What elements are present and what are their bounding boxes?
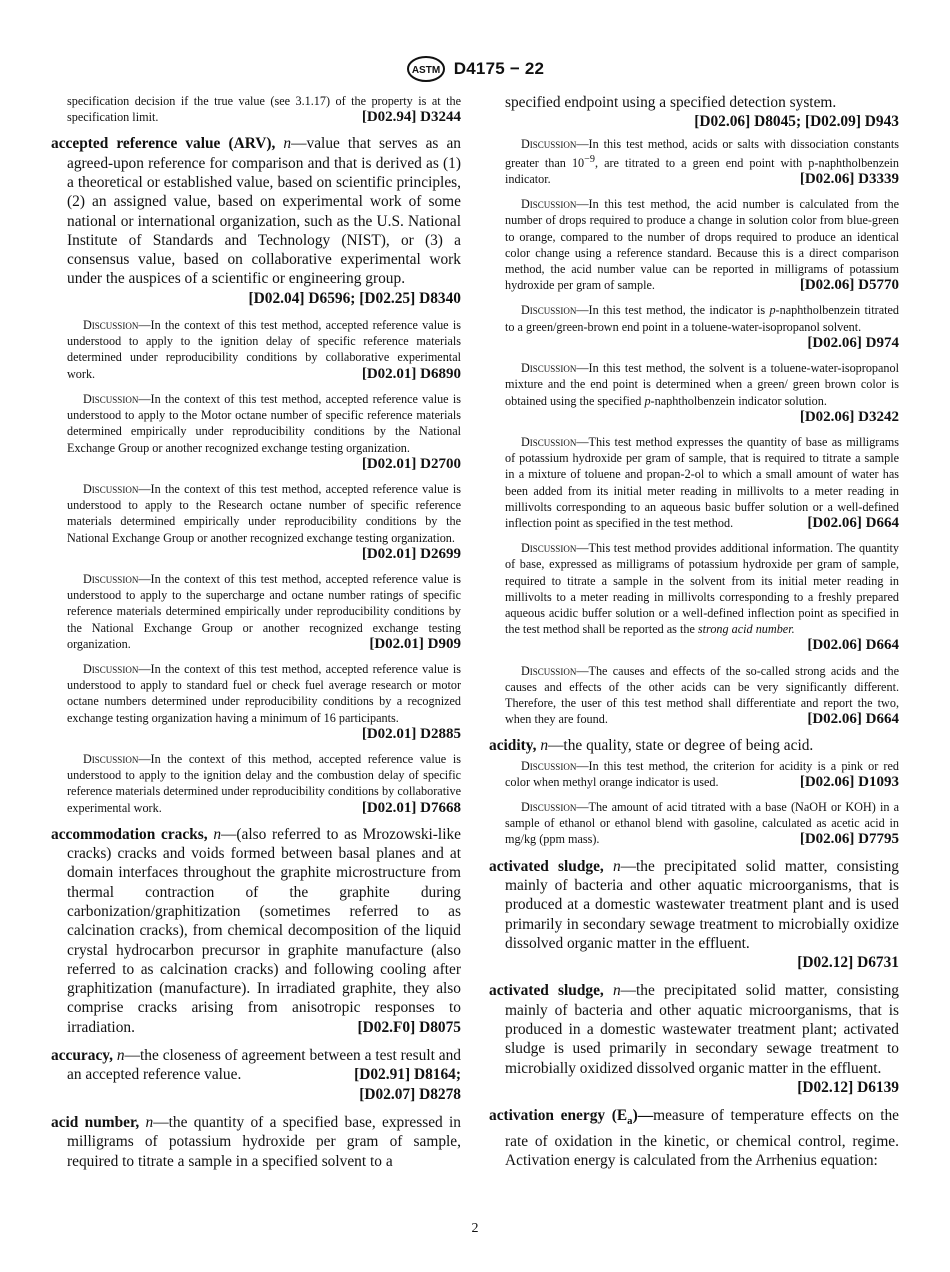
logo-label: ASTM [411,65,440,76]
discussion: Discussion—In this test method, the acid number is calculated from the number of drops required to produce a change in solution color from blue-green to orange, compared to the number of drops required to produce an identical color change using a reference standard. Because this is a direct comparison method, the acid number value can be reported in milligrams of potassium hydroxide per gram of sample. [D02.06] D5770 [505,197,899,294]
reference: [D02.12] D6731 [797,954,899,972]
term: accommodation cracks, [51,825,208,843]
term: accepted reference value (ARV), [51,135,276,153]
reference: [D02.12] D6139 [797,1078,899,1096]
reference: [D02.01] D2699 [361,545,461,562]
reference: [D02.06] D3242 [799,408,899,425]
discussion: Discussion—In the context of this test method, accepted reference value is understood to apply to standard fuel or check fuel average research or motor octane numbers determined under reproducibility conditions by a recognized exchange testing organization having a minimum of 16 participants. [D02.01] D2885 [67,661,461,742]
reference: [D02.07] D8278 [359,1085,461,1103]
reference: [D02.06] D5770 [799,277,899,294]
discussion: Discussion—In this test method, the solvent is a toluene-water-isopropanol mixture and the end point is determined when a green/ green brown color is obtained using the specified p-naphtholbenzein indicator solution. [D02.06] D3242 [505,361,899,425]
reference: [D02.06] D3339 [799,171,899,188]
page-header [0,56,950,82]
astm-logo-icon [406,56,446,82]
discussion: Discussion—In the context of this test method, accepted reference value is understood to apply to the supercharge and octane number ratings of specific reference materials determined empirically under reproducibility conditions by the National Exchange Group or another recognized exchange testing organization. [D02.01] D909 [67,571,461,652]
discussion: Discussion—The amount of acid titrated with a base (NaOH or KOH) in a sample of ethanol or ethanol blend with gasoline, calculated as acetic acid in mg/kg (ppm mass). [D02.06] D7795 [505,800,899,848]
entry-accuracy: accuracy, n—the closeness of agreement between a test result and an accepted reference value. [D02.91] D8164; [D02.07] D8278 [51,1047,461,1103]
entry-acidity: acidity, n—the quality, state or degree of being acid. [489,737,814,755]
reference: [D02.06] D1093 [799,773,899,790]
term: activated sludge, [489,982,604,1000]
reference: [D02.04] D6596; [D02.25] D8340 [248,289,461,307]
reference: [D02.F0] D8075 [357,1018,461,1036]
term: activation energy $(E_a)—$ [489,1107,654,1128]
entry-activation-energy: activation energy $(E_a)—measure$ of temperature effects on the rate of oxidation in the kinetic, or chemical control, regime. Activation energy is calculated from the Arrhenius equation: [489,1107,899,1169]
continued-paragraph: specification decision if the true value (see 3.1.17) of the property is at the specification limit. [D02.94] D3244 [67,94,461,126]
discussion: Discussion—This test method expresses the quantity of base as milligrams of potassium hydroxide per gram of sample, that is required to titrate a sample in a mixture of toluene and propan-2-ol to which a small amount of water has been added from its initial meter reading in millivolts to a meter reading in millivolts corresponding to an aqueous basic buffer solution or a well-defined inflection point as specified in the test method. [D02.06] D664 [505,434,899,531]
discussion: Discussion—The causes and effects of the so-called strong acids and the causes and effects of the other acids can be very significantly different. Therefore, the user of this test method shall differentiate and report the two, when they are found. [D02.06] D664 [505,663,899,728]
reference: [D02.06] D664 [807,711,899,728]
reference: [D02.06] D664 [807,514,899,531]
entry-acid-number: acid number, n—the quantity of a specified base, expressed in milligrams of potassium hydroxide per gram of sample, required to titrate a sample in a specified solvent to a [51,1113,461,1170]
reference: [D02.06] D8045; [D02.09] D943 [694,113,899,131]
left-column [51,93,461,1180]
reference: [D02.01] D909 [369,635,461,652]
term: acid number, [51,1113,140,1131]
reference: [D02.01] D2700 [361,455,461,472]
discussion: Discussion—In the context of this test method, accepted reference value is understood to apply to the ignition delay of specific reference materials determined under reproducibility conditions by collaborative experimental work. [D02.01] D6890 [67,318,461,382]
entry-acid-number-continued: specified endpoint using a specified detection system. [D02.06] D8045; [D02.09] D943 [505,94,899,131]
term: activated sludge, [489,857,604,875]
reference: [D02.06] D974 [807,334,899,351]
reference: [D02.94] D3244 [361,109,461,126]
reference: [D02.01] D6890 [361,365,461,382]
discussion: Discussion—In this test method, the criterion for acidity is a pink or red color when methyl orange indicator is used. [D02.06] D1093 [505,758,899,790]
reference: [D02.91] D8164; [354,1066,461,1084]
discussion: Discussion—In this test method, the indicator is p-naphtholbenzein titrated to a green/green-brown end point in a toluene-water-isopropanol solvent. [D02.06] D974 [505,303,899,351]
term: accuracy, [51,1047,113,1065]
reference: [D02.01] D7668 [361,799,461,816]
right-column [489,93,899,1179]
entry-accommodation-cracks: accommodation cracks, n—(also referred to as Mrozowski-like cracks) cracks and voids formed between basal planes and at domain interfaces throughout the graphite microstructure from thermal contraction of the graphite during carbonization/graphitization (sometimes referred to as calcination cracks), from chemical decomposition of the liquid crystal hydrocarbon precursor in graphite manufacture (also referred to as calcination cracks) and following cooling after graphitization (manufacture). In irradiated graphite, they also comprise cracks arising from anisotropic responses to irradiation. [D02.F0] D8075 [51,825,461,1036]
page-number: 2 [471,1221,479,1236]
entry-accepted-reference-value: accepted reference value (ARV), n—value that serves as an agreed-upon reference for comparison and that is derived as (1) a theoretical or established value, based on scientific principles, (2) an assigned value, based on experimental work of some national or international organization, such as the U.S. National Institute of Standards and Technology (NIST), or (3) a consensus value, based on collaborative experimental work under the auspices of a scientific or engineering group. [D02.04] D6596; [D02.25] D8340 [51,135,461,307]
reference: [D02.06] D664 [807,637,899,654]
entry-activated-sludge: activated sludge, n—the precipitated solid matter, consisting mainly of bacteria and other aquatic microorganisms, that is produced at a domestic wastewater treatment plant and is used primarily in secondary sewage treatment to microbially oxidize dissolved organic matter in the effluent. [D02.12] D6731 [489,857,899,972]
document-title: D4175 − 22 [453,59,545,78]
discussion: Discussion—This test method provides additional information. The quantity of base, expressed as milligrams of potassium hydroxide per gram of sample, required to titrate a sample in the solvent from its initial meter reading in millivolts to a meter reading in millivolts corresponding to a freshly prepared aqueous acidic buffer solution or a well-defined inflection point as specified in the test method shall be reported as the strong acid number. [D02.06] D664 [505,541,899,654]
discussion: Discussion—In the context of this method, accepted reference value is understood to apply to the ignition delay and the combustion delay of specific reference materials determined under reproducibility conditions by collaborative experimental work. [D02.01] D7668 [67,751,461,816]
discussion: Discussion—In the context of this test method, accepted reference value is understood to apply to the Research octane number of specific reference materials determined empirically under reproducibility conditions by the National Exchange Group or another recognized exchange testing organization. [D02.01] D2699 [67,481,461,562]
discussion: Discussion—In the context of this test method, accepted reference value is understood to apply to the Motor octane number of specific reference materials determined empirically under reproducibility conditions by the National Exchange Group or another recognized exchange testing organization. [D02.01] D2700 [67,391,461,472]
reference: [D02.06] D7795 [799,831,899,848]
discussion: Discussion—In this test method, acids or salts with dissociation constants greater than $10^{-9}$, are titrated to a green end point with p-naphtholbenzein indicator. [D02.06] D3339 [505,136,899,188]
reference: [D02.01] D2885 [361,725,461,742]
term: acidity, [489,737,537,755]
entry-activated-sludge-2: activated sludge, n—the precipitated solid matter, consisting mainly of bacteria and other aquatic microorganisms, that is produced in a domestic wastewater treatment plant; activated sludge is used primarily in secondary sewage treatment to microbially oxidized dissolved organic matter in the effluent. [D02.12] D6139 [489,982,899,1096]
